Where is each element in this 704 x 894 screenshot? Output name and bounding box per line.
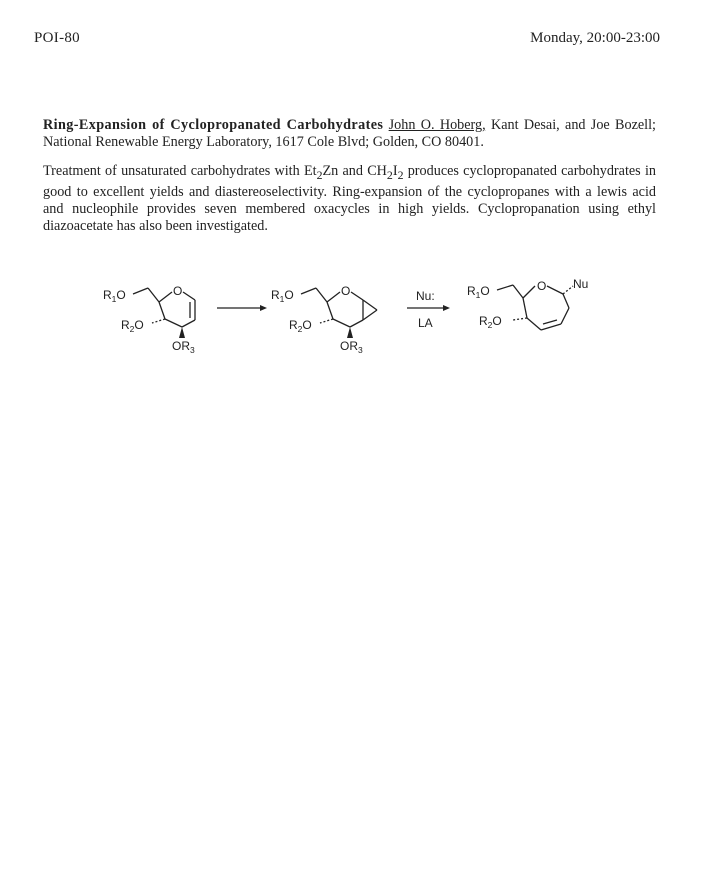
body-sub-3: 2 <box>397 167 404 182</box>
title-paragraph <box>43 117 656 151</box>
presenting-author: John O. Hoberg, <box>388 117 486 133</box>
poster-code: POI-80 <box>34 30 80 46</box>
body-text-2: Zn and CH <box>322 163 387 179</box>
reaction-scheme-svg <box>95 272 615 372</box>
abstract-title: Ring-Expansion of Cyclopropanated Carbohydrates <box>43 117 384 133</box>
r1o-label-2: $R_1O$ <box>271 288 294 304</box>
nu-label: Nu <box>573 277 589 291</box>
r1o-label-3: $R_1O$ <box>467 284 490 300</box>
body-text-1: Treatment of unsaturated carbohydrates with Et <box>43 163 317 179</box>
r2o-label-2: $R_2O$ <box>289 318 312 334</box>
reagent-nucleophile: Nu: <box>416 289 435 303</box>
reagent-lewis-acid: LA <box>418 316 433 330</box>
reaction-scheme <box>95 272 615 372</box>
body-text-3: I <box>392 163 398 179</box>
authors-affiliation: Kant Desai, and Joe Bozell; National Renewable Energy Laboratory, 1617 Cole Blvd; Golden, CO 80401. <box>43 117 657 150</box>
body-sub-2: 2 <box>386 167 393 182</box>
r2o-label-3: $R_2O$ <box>479 314 502 330</box>
or3-label-1: $OR_3$ <box>172 339 195 355</box>
ring-oxygen-1: O <box>173 284 183 298</box>
abstract <box>43 117 656 247</box>
ring-oxygen-2: O <box>341 284 351 298</box>
session-time: Monday, 20:00-23:00 <box>530 30 660 46</box>
body-sub-1: 2 <box>316 167 323 182</box>
or3-label-2: $OR_3$ <box>340 339 363 355</box>
r1o-label-1: $R_1O$ <box>103 288 126 304</box>
ring-oxygen-3: O <box>537 279 547 293</box>
r2o-label-1: $R_2O$ <box>121 318 144 334</box>
abstract-body <box>43 163 656 235</box>
body-text-4: produces cyclopropanated carbohydrates in good to excellent yields and diastereoselectivity. Ring-expansion of the cyclopropanes with a lewis acid and nucleophile provides seven membered oxacycles in high yields. Cyclopropanation using ethyl diazoacetate has also been investigated. <box>43 163 656 234</box>
